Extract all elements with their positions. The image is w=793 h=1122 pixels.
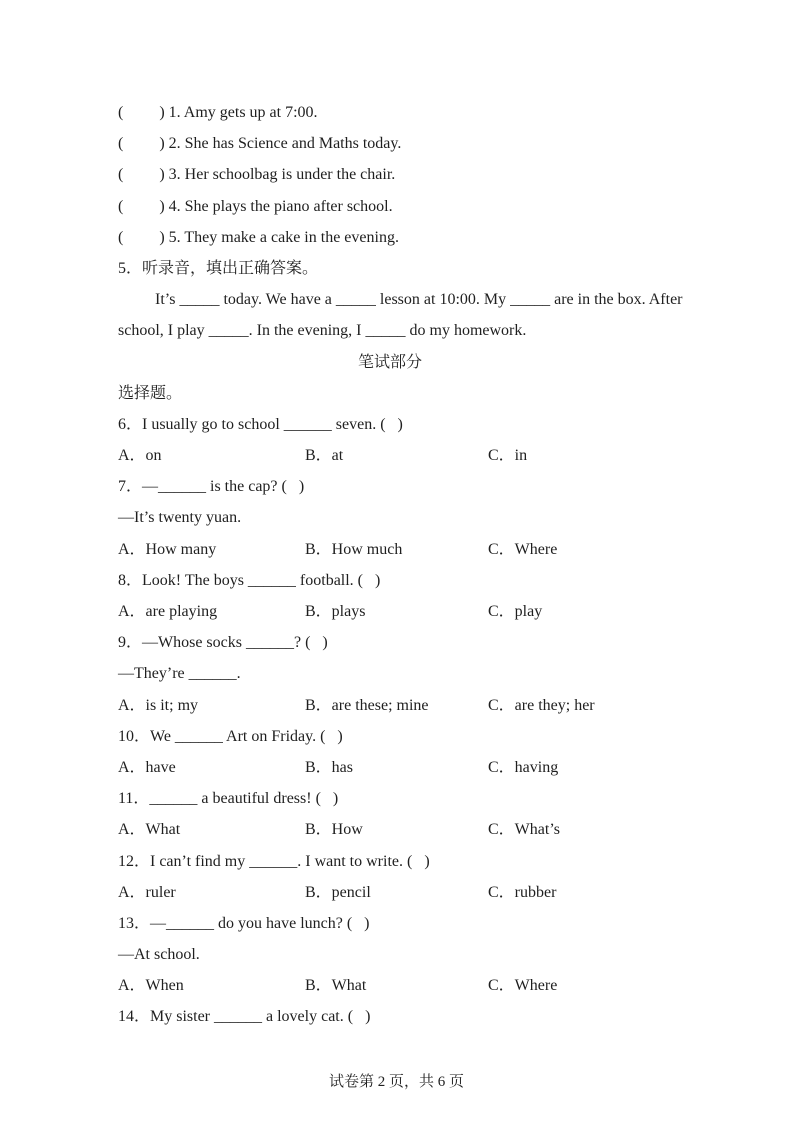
- question-reply-7: —It’s twenty yuan.: [118, 509, 242, 527]
- option-8-A: A．are playing: [118, 603, 218, 620]
- page-footer: 试卷第 2 页，共 6 页: [328, 1074, 464, 1090]
- option-10-A: A．have: [118, 758, 176, 776]
- option-8-B: B．plays: [305, 603, 366, 620]
- options-row-12: [118, 877, 678, 908]
- option-13-B: B．What: [305, 977, 367, 995]
- options-row-6: [118, 440, 678, 471]
- option-12-B: B．pencil: [305, 883, 371, 901]
- options-row-13: [118, 970, 678, 1001]
- question-stem-9: 9．—Whose socks ______? ( ): [118, 634, 328, 652]
- option-13-C: C．Where: [488, 977, 558, 995]
- option-6-C: C．in: [488, 447, 528, 465]
- option-9-A: A．is it; my: [118, 696, 199, 714]
- question-stem-10: 10．We ______ Art on Friday. ( ): [118, 727, 343, 745]
- options-row-7: [118, 534, 678, 565]
- passage-line-1: It’s _____ today. We have a _____ lesson at 10:00. My _____ are in the box. After: [155, 291, 683, 309]
- tf-item-1: ( ) 1. Amy gets up at 7:00.: [118, 104, 318, 121]
- passage-line-2: school, I play _____. In the evening, I _____ do my homework.: [118, 322, 527, 340]
- written-section-title: 笔试部分: [357, 353, 422, 371]
- question-stem-12: 12．I can’t find my ______. I want to write. ( ): [118, 852, 430, 870]
- option-12-C: C．rubber: [488, 883, 557, 901]
- question-stem-8: 8．Look! The boys ______ football. ( ): [118, 571, 381, 589]
- option-6-B: B．at: [305, 447, 344, 465]
- option-6-A: A．on: [118, 447, 162, 465]
- option-10-C: C．having: [488, 758, 559, 776]
- option-11-C: C．What’s: [488, 821, 560, 839]
- option-12-A: A．ruler: [118, 883, 176, 901]
- option-9-C: C．are they; her: [488, 696, 595, 714]
- option-7-C: C．Where: [488, 540, 558, 558]
- question-stem-13: 13．—______ do you have lunch? ( ): [118, 914, 370, 932]
- options-row-8: [118, 596, 678, 627]
- tf-item-2: ( ) 2. She has Science and Maths today.: [118, 135, 402, 153]
- question-reply-13: —At school.: [118, 946, 200, 964]
- options-row-9: [118, 690, 678, 721]
- option-11-B: B．How: [305, 821, 363, 839]
- question-stem-14: 14．My sister ______ a lovely cat. ( ): [118, 1008, 371, 1026]
- option-10-B: B．has: [305, 758, 354, 776]
- question-stem-11: 11．______ a beautiful dress! ( ): [118, 790, 339, 808]
- document-lines: [118, 97, 683, 1033]
- question-stem-7: 7．—______ is the cap? ( ): [118, 478, 305, 496]
- question-stem-6: 6．I usually go to school ______ seven. ( ): [118, 415, 403, 433]
- option-7-A: A．How many: [118, 540, 217, 558]
- option-9-B: B．are these; mine: [305, 696, 429, 714]
- choice-instruction: 选择题。: [118, 384, 183, 402]
- options-row-10: [118, 752, 678, 783]
- listening-fill-heading: 5．听录音，填出正确答案。: [118, 259, 319, 277]
- option-13-A: A．When: [118, 977, 184, 995]
- option-8-C: C．play: [488, 603, 543, 620]
- tf-item-4: ( ) 4. She plays the piano after school.: [118, 197, 393, 215]
- question-reply-9: —They’re ______.: [118, 665, 241, 683]
- option-11-A: A．What: [118, 821, 181, 839]
- tf-item-3: ( ) 3. Her schoolbag is under the chair.: [118, 166, 396, 184]
- options-row-11: [118, 814, 678, 845]
- tf-item-5: ( ) 5. They make a cake in the evening.: [118, 228, 399, 246]
- option-7-B: B．How much: [305, 540, 403, 558]
